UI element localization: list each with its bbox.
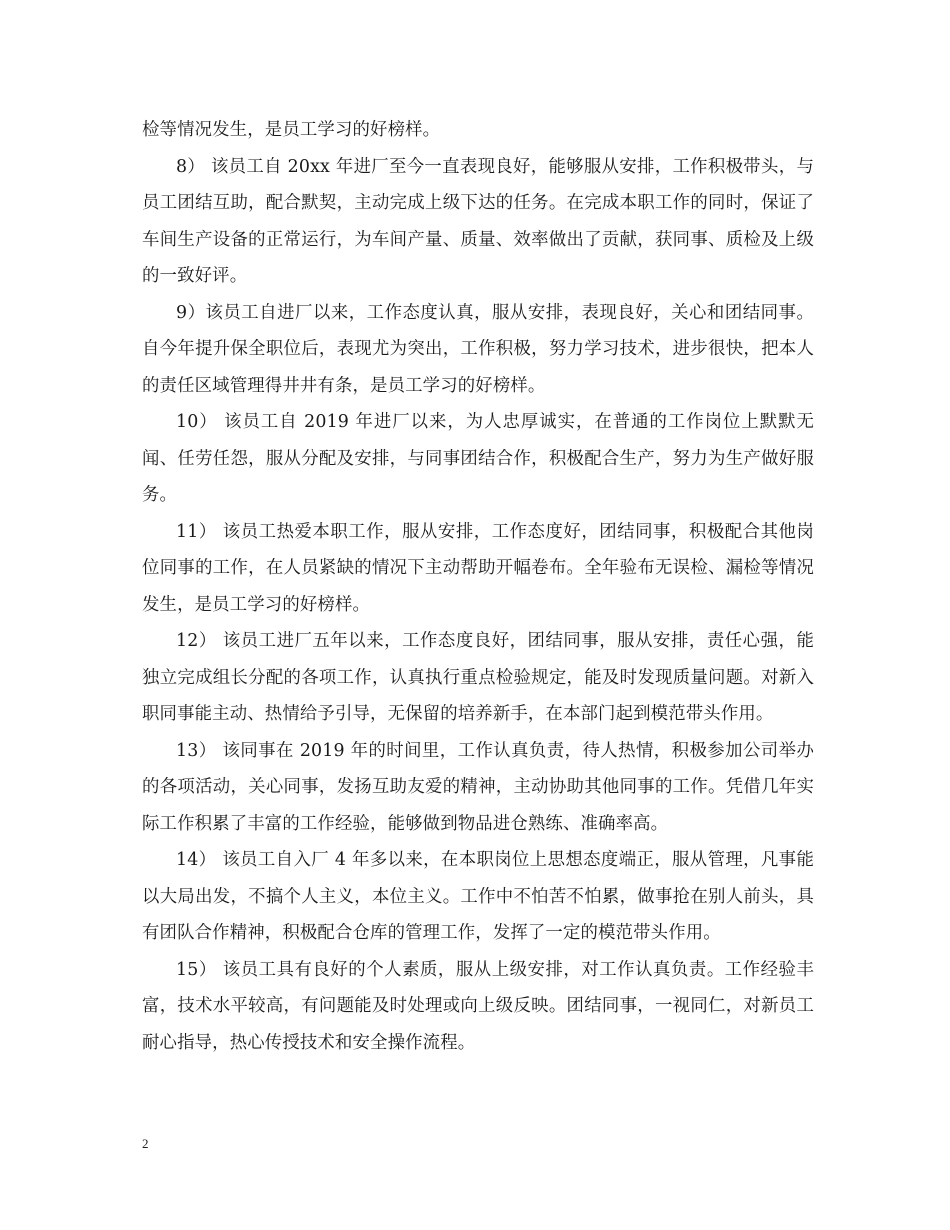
document-body bbox=[142, 112, 814, 1061]
paragraph-item-13: 13） 该同事在 2019 年的时间里，工作认真负责，待人热情，积极参加公司举办的各项活动，关心同事，发扬互助友爱的精神，主动协助其他同事的工作。凭借几年实际工作积累了丰富的工作经验，能够做到物品进仓熟练、准确率高。 bbox=[142, 740, 814, 834]
paragraph-item-15: 15） 该员工具有良好的个人素质，服从上级安排，对工作认真负责。工作经验丰富，技术水平较高，有问题能及时处理或向上级反映。团结同事，一视同仁，对新员工耐心指导，热心传授技术和安全操作流程。 bbox=[142, 959, 814, 1053]
paragraph-item-9: 9）该员工自进厂以来，工作态度认真，服从安排，表现良好，关心和团结同事。自今年提升保全职位后，表现尤为突出，工作积极，努力学习技术，进步很快，把本人的责任区域管理得井井有条，是员工学习的好榜样。 bbox=[142, 302, 814, 396]
paragraph-item-8: 8） 该员工自 20xx 年进厂至今一直表现良好，能够服从安排，工作积极带头，与员工团结互助，配合默契，主动完成上级下达的任务。在完成本职工作的同时，保证了车间生产设备的正常运行，为车间产量、质量、效率做出了贡献，获同事、质检及上级的一致好评。 bbox=[142, 156, 814, 286]
page-number: 2 bbox=[142, 1136, 149, 1151]
paragraph-item-12: 12） 该员工进厂五年以来，工作态度良好，团结同事，服从安排，责任心强，能独立完成组长分配的各项工作，认真执行重点检验规定，能及时发现质量问题。对新入职同事能主动、热情给予引导，无保留的培养新手，在本部门起到模范带头作用。 bbox=[142, 631, 814, 724]
paragraph-continuation: 检等情况发生，是员工学习的好榜样。 bbox=[142, 120, 441, 140]
paragraph-item-10: 10） 该员工自 2019 年进厂以来，为人忠厚诚实，在普通的工作岗位上默默无闻、任劳任怨，服从分配及安排，与同事团结合作，积极配合生产，努力为生产做好服务。 bbox=[142, 412, 814, 505]
paragraph-item-11: 11） 该员工热爱本职工作，服从安排，工作态度好，团结同事，积极配合其他岗位同事的工作，在人员紧缺的情况下主动帮助开幅卷布。全年验布无误检、漏检等情况发生，是员工学习的好榜样。 bbox=[142, 521, 814, 615]
paragraph-item-14: 14） 该员工自入厂 4 年多以来，在本职岗位上思想态度端正，服从管理，凡事能以大局出发，不搞个人主义，本位主义。工作中不怕苦不怕累，做事抢在别人前头，具有团队合作精神，积极配合仓库的管理工作，发挥了一定的模范带头作用。 bbox=[142, 850, 814, 943]
